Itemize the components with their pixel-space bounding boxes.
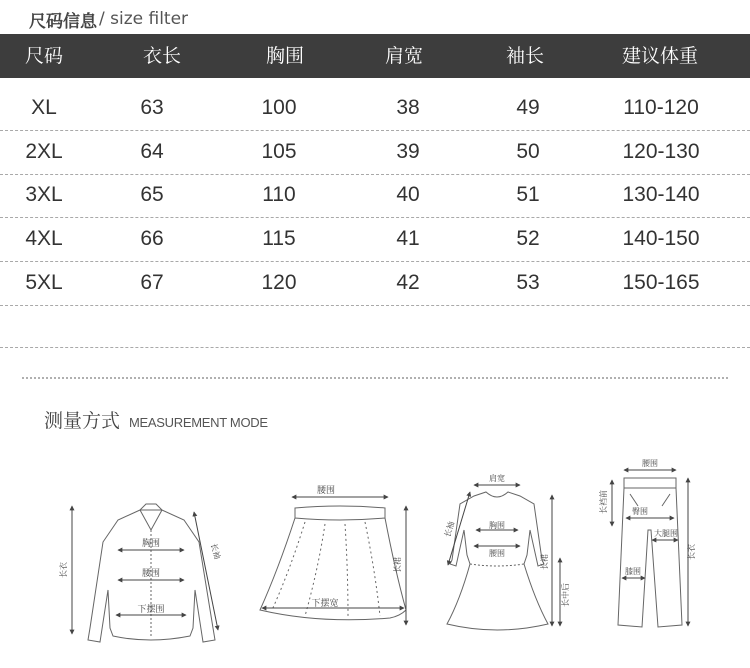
column-header-weight: 建议体重 [621, 45, 699, 67]
table-cell: 66 [140, 227, 164, 250]
dress-shoulder-label: 肩宽 [489, 474, 505, 483]
table-cell: 50 [516, 140, 540, 163]
row-divider [0, 347, 750, 348]
table-cell: 3XL [25, 183, 63, 206]
table-cell: 63 [140, 96, 164, 119]
pants-thigh-label: 大腿围 [654, 529, 678, 538]
measurement-title-en: MEASUREMENT MODE [129, 415, 268, 430]
table-cell: 38 [396, 96, 420, 119]
pants-knee-label: 膝围 [625, 567, 641, 576]
dress-back-length-label: 长中后 [561, 583, 570, 607]
table-cell: 110-120 [623, 96, 699, 119]
column-header-chest: 胸围 [265, 45, 305, 67]
table-cell: 115 [262, 227, 296, 250]
table-cell: 64 [140, 140, 164, 163]
dress-length-label: 长裙 [540, 554, 549, 570]
table-cell: 100 [261, 96, 297, 119]
table-cell: 52 [516, 227, 540, 250]
measurement-diagrams [0, 440, 750, 668]
table-cell: 130-140 [622, 183, 700, 206]
measurement-title [44, 406, 268, 433]
dress-sleeve-label: 长袖 [442, 520, 457, 539]
row-divider [0, 305, 750, 306]
section-title-zh: 尺码信息 [29, 11, 97, 32]
table-cell: 53 [516, 271, 540, 294]
table-cell: 65 [140, 183, 164, 206]
pants-front-rise-label: 长裆前 [599, 490, 608, 514]
table-cell: XL [31, 96, 57, 119]
dress-waist-label: 腰围 [489, 549, 505, 558]
dress-outline [447, 492, 548, 630]
table-cell: 140-150 [622, 227, 700, 250]
skirt-length-label: 长裙 [393, 557, 402, 573]
table-cell: 40 [396, 183, 420, 206]
column-header-size: 尺码 [24, 45, 64, 67]
row-divider [0, 217, 750, 218]
shirt-sleeve-line [194, 512, 218, 630]
pants-diagram [612, 470, 688, 627]
shirt-waist-label: 腰围 [141, 569, 161, 579]
table-cell: 5XL [25, 271, 63, 294]
table-cell: 41 [396, 227, 420, 250]
table-cell: 42 [396, 271, 420, 294]
table-cell: 49 [516, 96, 540, 119]
table-cell: 2XL [25, 140, 63, 163]
pants-length-label: 长衣 [687, 544, 696, 560]
table-cell: 150-165 [622, 271, 700, 294]
shirt-chest-label: 胸围 [141, 539, 161, 549]
shirt-length-label: 长衣 [59, 562, 68, 578]
table-cell: 105 [261, 140, 297, 163]
table-cell: 67 [140, 271, 164, 294]
table-cell: 120 [261, 271, 297, 294]
column-header-sleeve: 袖长 [505, 45, 545, 67]
table-cell: 39 [396, 140, 420, 163]
shirt-collar [140, 504, 162, 530]
row-divider [0, 130, 750, 131]
section-header [29, 6, 188, 32]
pants-waist-label: 腰围 [642, 459, 658, 468]
skirt-hem-label: 下摆宽 [311, 599, 339, 609]
table-cell: 110 [262, 183, 296, 206]
row-divider [0, 174, 750, 175]
skirt-waist-label: 腰围 [316, 486, 336, 496]
section-separator [22, 377, 728, 379]
row-divider [0, 261, 750, 262]
column-header-length: 衣长 [142, 45, 182, 67]
table-cell: 120-130 [622, 140, 700, 163]
shirt-hem-label: 下摆围 [137, 605, 165, 615]
dress-chest-label: 胸围 [489, 521, 505, 530]
table-cell: 51 [516, 183, 540, 206]
pants-hip-label: 臀围 [632, 507, 648, 516]
table-cell: 4XL [25, 227, 63, 250]
pants-outline [618, 478, 682, 627]
measurement-title-zh: 测量方式 [44, 410, 121, 432]
section-title-en: / size filter [99, 9, 189, 29]
shirt-sleeve-label: 长袖 [208, 542, 222, 561]
column-header-shoulder: 肩宽 [384, 45, 424, 67]
